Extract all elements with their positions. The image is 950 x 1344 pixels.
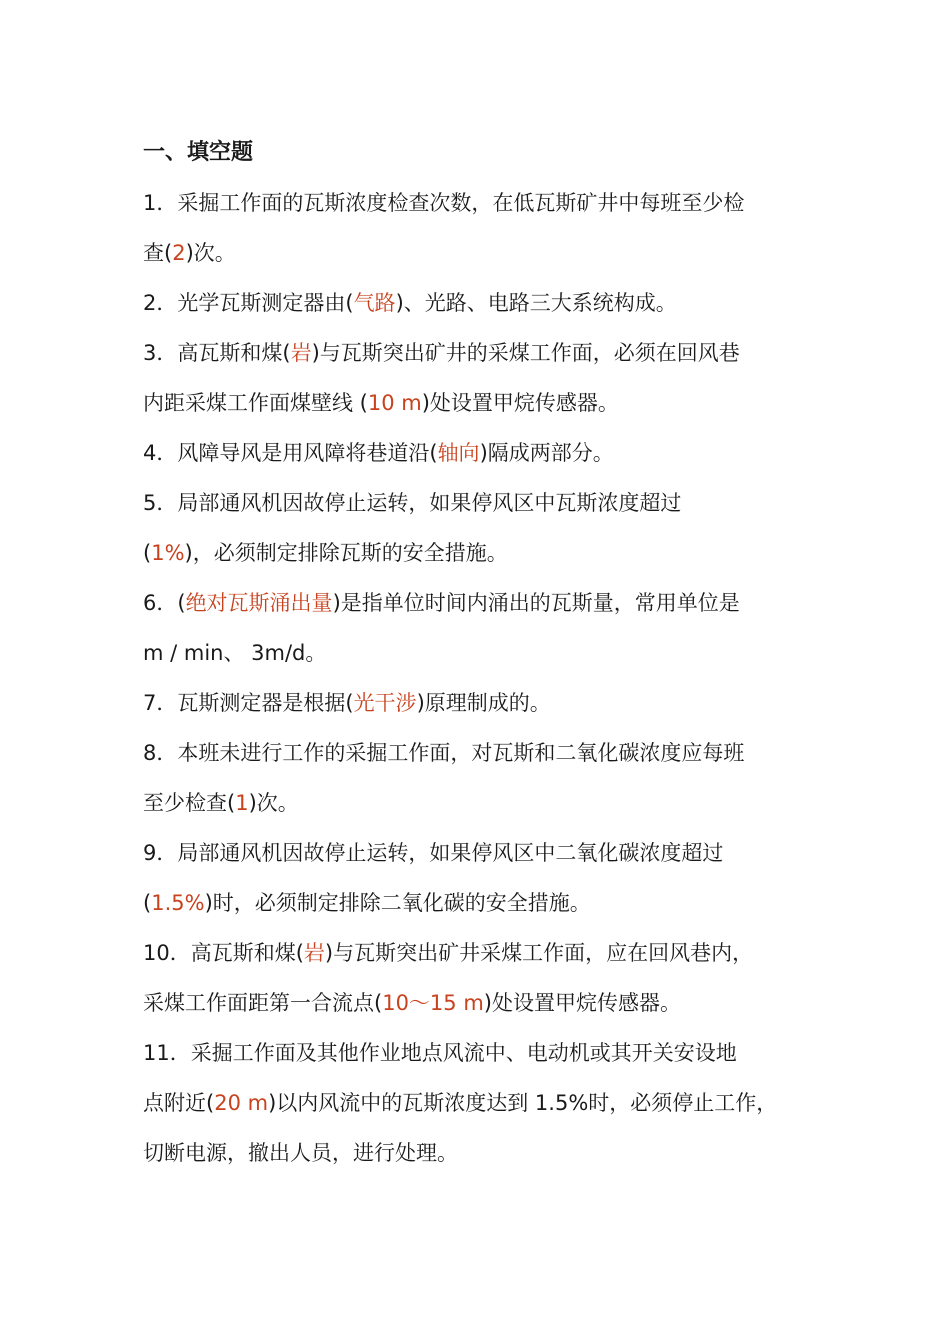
answer-text: 2 xyxy=(172,241,186,265)
question-text: 10．高瓦斯和煤( xyxy=(143,941,304,965)
question-text: 8．本班未进行工作的采掘工作面，对瓦斯和二氧化碳浓度应每班 xyxy=(143,741,745,765)
text-line xyxy=(143,778,823,828)
question-text: 3．高瓦斯和煤( xyxy=(143,341,291,365)
answer-text: 1 xyxy=(235,791,249,815)
question-text: )隔成两部分。 xyxy=(479,441,614,465)
question-text: )时，必须制定排除二氧化碳的安全措施。 xyxy=(204,891,591,915)
answer-text: 1% xyxy=(151,541,185,565)
text-line xyxy=(143,928,823,978)
question-text: 6．( xyxy=(143,591,186,615)
text-line xyxy=(143,178,823,228)
question-text: )，必须制定排除瓦斯的安全措施。 xyxy=(184,541,508,565)
answer-text: 岩 xyxy=(303,941,325,965)
question-text: 查( xyxy=(143,241,173,265)
text-line xyxy=(143,328,823,378)
text-line xyxy=(143,528,823,578)
question-text: 9．局部通风机因故停止运转，如果停风区中二氧化碳浓度超过 xyxy=(143,841,724,865)
answer-text: 10～15 m xyxy=(382,991,484,1015)
answer-text: 1.5% xyxy=(151,891,205,915)
text-line xyxy=(143,228,823,278)
text-line xyxy=(143,578,823,628)
text-line xyxy=(143,1128,823,1178)
question-text: )以内风流中的瓦斯浓度达到 1.5%时，必须停止工作， xyxy=(268,1091,778,1115)
text-line xyxy=(143,728,823,778)
question-text: 内距采煤工作面煤壁线 ( xyxy=(143,391,368,415)
question-text: ( xyxy=(143,541,152,565)
question-list xyxy=(143,178,823,1178)
text-line xyxy=(143,1078,823,1128)
question-text: )原理制成的。 xyxy=(416,691,551,715)
question-text: )处设置甲烷传感器。 xyxy=(421,391,619,415)
question-text: 1．采掘工作面的瓦斯浓度检查次数，在低瓦斯矿井中每班至少检 xyxy=(143,191,745,215)
text-line xyxy=(143,278,823,328)
text-line xyxy=(143,478,823,528)
text-line xyxy=(143,428,823,478)
text-line xyxy=(143,878,823,928)
question-text: 至少检查( xyxy=(143,791,236,815)
answer-text: 气路 xyxy=(353,291,396,315)
question-text: 切断电源，撤出人员，进行处理。 xyxy=(143,1141,458,1165)
question-text: ( xyxy=(143,891,152,915)
text-line xyxy=(143,378,823,428)
section-title: 一、填空题 xyxy=(143,140,254,165)
document-page xyxy=(143,128,823,1178)
question-text: )、光路、电路三大系统构成。 xyxy=(395,291,677,315)
question-text: )次。 xyxy=(185,241,236,265)
text-line xyxy=(143,978,823,1028)
answer-text: 岩 xyxy=(290,341,312,365)
text-line xyxy=(143,1028,823,1078)
question-text: )处设置甲烷传感器。 xyxy=(483,991,681,1015)
question-text: 5．局部通风机因故停止运转，如果停风区中瓦斯浓度超过 xyxy=(143,491,682,515)
question-text: )是指单位时间内涌出的瓦斯量，常用单位是 xyxy=(332,591,740,615)
question-text: 点附近( xyxy=(143,1091,215,1115)
answer-text: 绝对瓦斯涌出量 xyxy=(185,591,333,615)
question-text: 11．采掘工作面及其他作业地点风流中、电动机或其开关安设地 xyxy=(143,1041,737,1065)
text-line xyxy=(143,828,823,878)
answer-text: 10 m xyxy=(367,391,422,415)
text-line xyxy=(143,678,823,728)
question-text: 4．风障导风是用风障将巷道沿( xyxy=(143,441,438,465)
answer-text: 光干涉 xyxy=(353,691,417,715)
question-text: 2．光学瓦斯测定器由( xyxy=(143,291,354,315)
question-text: m / min、 3m/d。 xyxy=(143,641,327,665)
text-line xyxy=(143,628,823,678)
question-text: )次。 xyxy=(248,791,299,815)
answer-text: 20 m xyxy=(214,1091,269,1115)
answer-text: 轴向 xyxy=(437,441,480,465)
question-text: )与瓦斯突出矿井的采煤工作面，必须在回风巷 xyxy=(311,341,740,365)
question-text: 采煤工作面距第一合流点( xyxy=(143,991,383,1015)
question-text: )与瓦斯突出矿井采煤工作面，应在回风巷内， xyxy=(324,941,754,965)
question-text: 7．瓦斯测定器是根据( xyxy=(143,691,354,715)
